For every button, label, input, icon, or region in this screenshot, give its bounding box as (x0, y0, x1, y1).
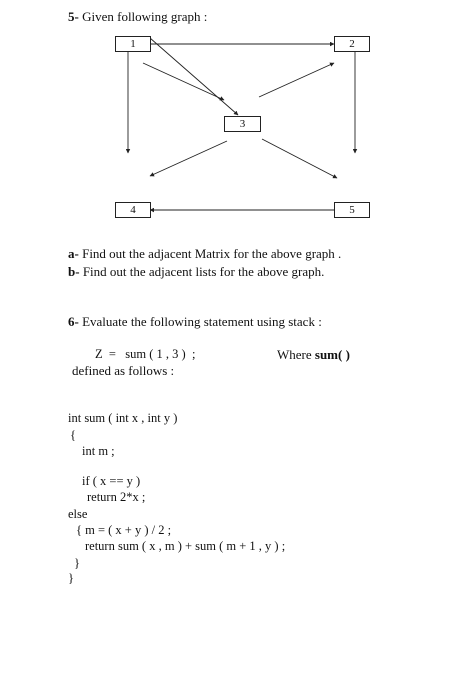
code-line-1: int sum ( int x , int y ) (68, 411, 178, 425)
code-line-9: } (74, 556, 80, 570)
edge-1-3-upper (150, 38, 238, 115)
part-a-label: a- (68, 246, 79, 261)
code-line-7: { m = ( x + y ) / 2 ; (76, 523, 172, 537)
where-bold-sum: sum( ) (314, 347, 350, 362)
code-line-3: int m ; (82, 444, 115, 458)
statement-text: Z = sum ( 1 , 3 ) ; (95, 347, 196, 361)
code-line-2: { (70, 428, 76, 442)
edge-3-2 (259, 63, 334, 97)
edge-3-5 (262, 139, 337, 178)
question-6-number: 6- (68, 314, 79, 329)
graph-node-3: 3 (224, 116, 261, 132)
defined-text: defined as follows : (72, 363, 175, 378)
question-6-heading (68, 314, 322, 330)
question-5-text: Given following graph : (78, 9, 208, 24)
where-note (277, 347, 350, 363)
part-b (68, 264, 324, 280)
code-line-6: else (68, 507, 88, 521)
graph-node-2: 2 (334, 36, 370, 52)
graph-node-1: 1 (115, 36, 151, 52)
code-line-8: return sum ( x , m ) + sum ( m + 1 , y ) ; (85, 539, 286, 553)
part-a-text: Find out the adjacent Matrix for the above graph . (78, 246, 342, 261)
graph-node-4: 4 (115, 202, 151, 218)
part-b-text: Find out the adjacent lists for the above graph. (79, 264, 325, 279)
code-line-10: } (68, 571, 74, 585)
part-a (68, 246, 341, 262)
question-6-text: Evaluate the following statement using stack : (78, 314, 322, 329)
part-b-label: b- (68, 264, 80, 279)
code-line-4: if ( x == y ) (82, 474, 141, 488)
graph-node-5: 5 (334, 202, 370, 218)
where-text: Where (277, 347, 315, 362)
edge-3-4 (150, 141, 227, 176)
code-line-5: return 2*x ; (87, 490, 146, 504)
graph-diagram (0, 0, 453, 230)
question-5-number: 5- (68, 9, 79, 24)
edge-1-3-lower (143, 63, 224, 100)
